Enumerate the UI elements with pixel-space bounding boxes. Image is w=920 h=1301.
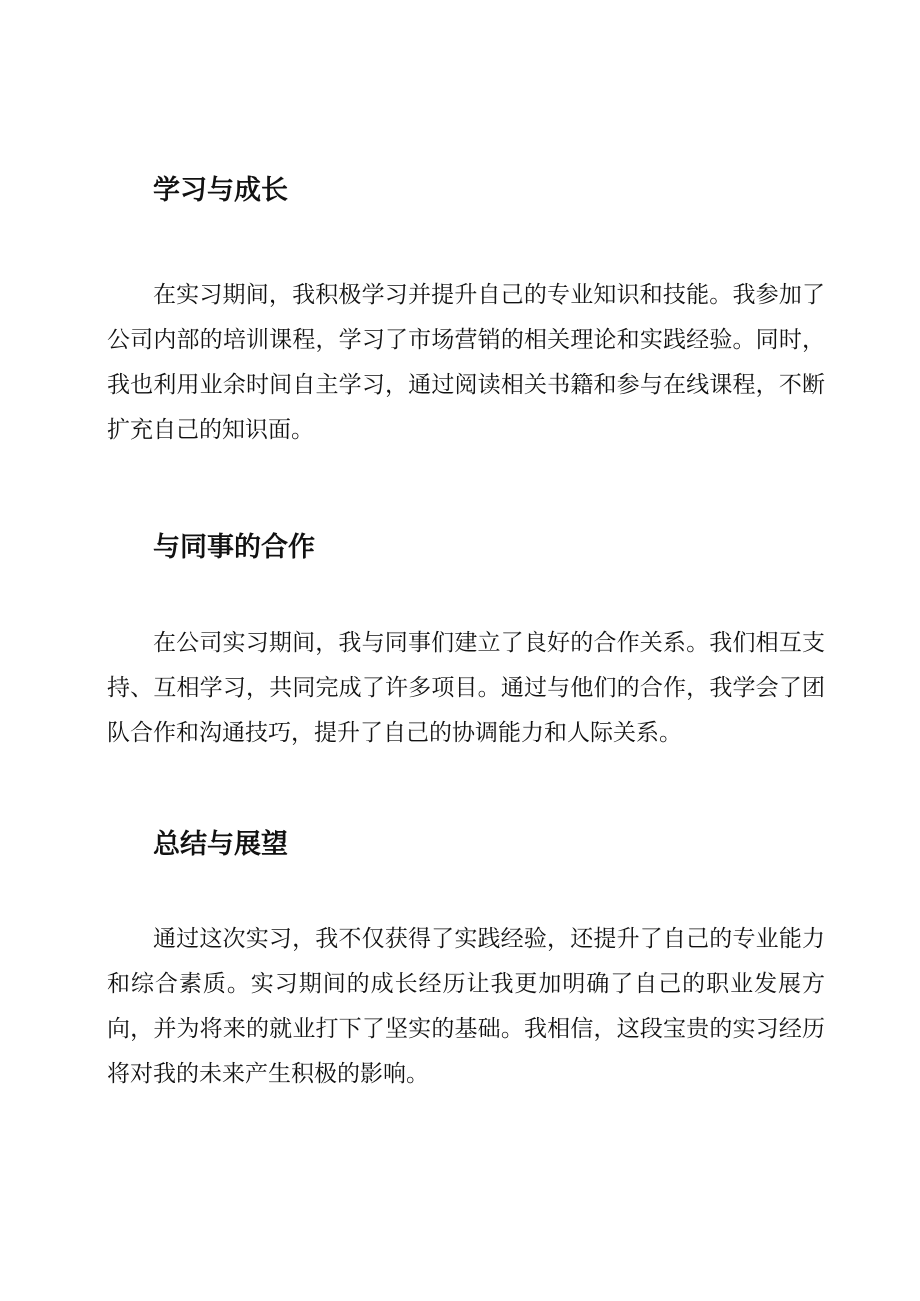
section-paragraph-colleague-cooperation: 在公司实习期间，我与同事们建立了良好的合作关系。我们相互支持、互相学习，共同完成了许多项目。通过与他们的合作，我学会了团队合作和沟通技巧，提升了自己的协调能力和人际关系。 — [107, 630, 825, 746]
section-paragraph-learning-growth: 在实习期间，我积极学习并提升自己的专业知识和技能。我参加了公司内部的培训课程，学习了市场营销的相关理论和实践经验。同时，我也利用业余时间自主学习，通过阅读相关书籍和参与在线课程，不断扩充自己的知识面。 — [107, 282, 825, 443]
section-heading-colleague-cooperation: 与同事的合作 — [153, 532, 315, 563]
section-paragraph-summary-outlook: 通过这次实习，我不仅获得了实践经验，还提升了自己的专业能力和综合素质。实习期间的成长经历让我更加明确了自己的职业发展方向，并为将来的就业打下了坚实的基础。我相信，这段宝贵的实习经历将对我的未来产生积极的影响。 — [107, 926, 825, 1087]
section-heading-learning-growth: 学习与成长 — [153, 175, 288, 206]
section-heading-summary-outlook: 总结与展望 — [153, 829, 288, 860]
